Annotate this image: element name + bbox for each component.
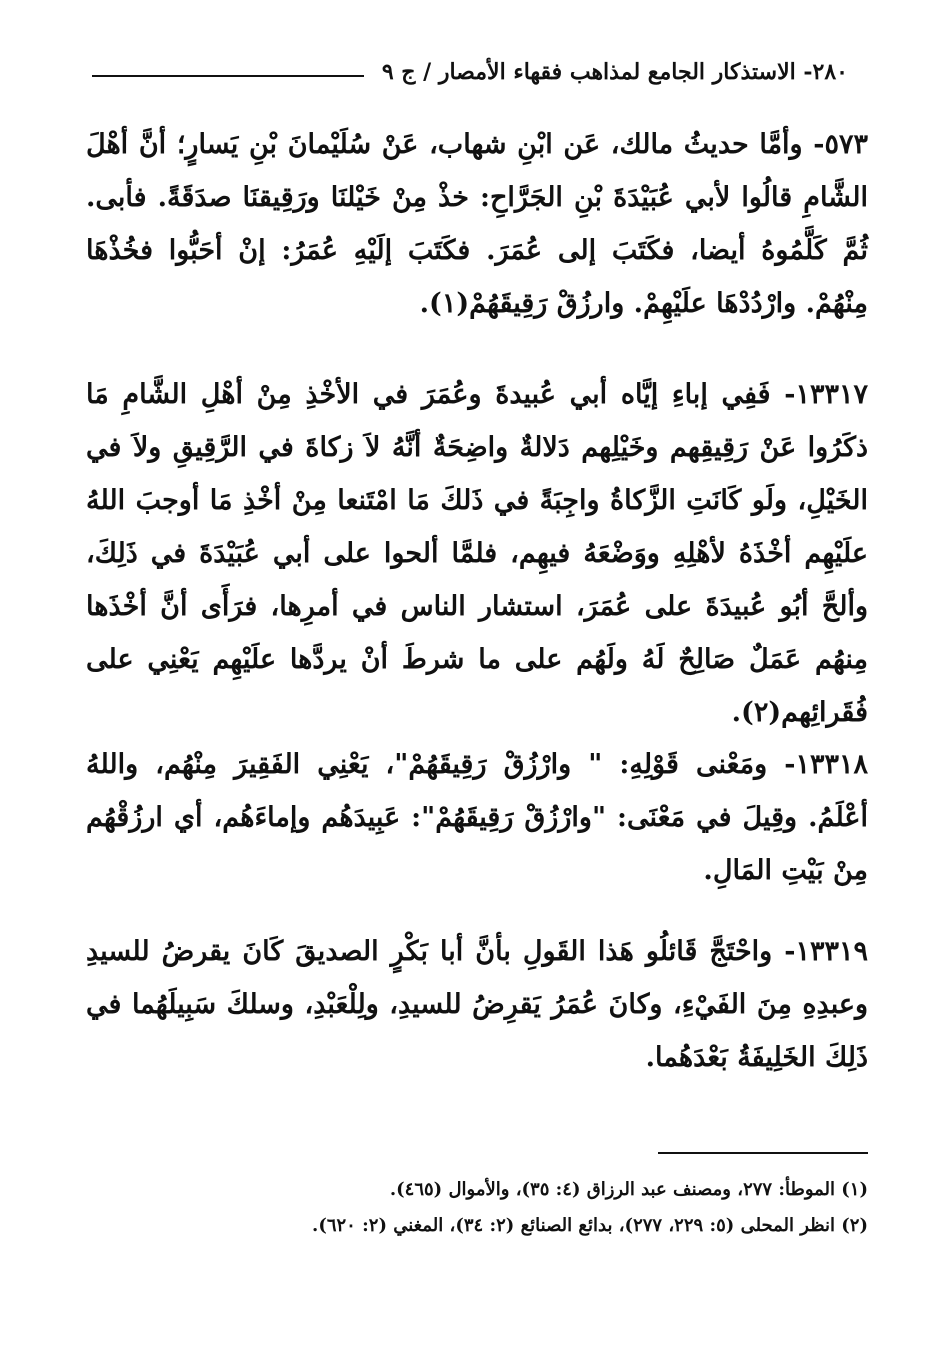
footnotes <box>86 1172 868 1244</box>
paragraph-text: واحْتَجَّ قَائلُو هَذا القَولِ بأنَّ أبا بَكْرٍ الصديقَ كَانَ يقرضُ للسيدِ وعبدِهِ مِنَ الفَيْءِ، وكانَ عُمَرُ يَقرِضُ للسيدِ، ولِلْعَبْدِ، وسلكَ سَبِيلَهُما في ذَلِكَ الخَلِيفَةُ بَعْدَهُما. <box>86 936 868 1073</box>
footnote-2: (٢) انظر المحلى (٥: ٢٢٩، ٢٧٧)، بدائع الصنائع (٢: ٣٤)، المغني (٢: ٦٢٠). <box>312 1215 868 1236</box>
footnote-rule <box>658 1152 868 1154</box>
footnote-1: (١) الموطأ: ٢٧٧، ومصنف عبد الرزاق (٤: ٣٥)، والأموال (٤٦٥). <box>389 1179 868 1200</box>
paragraph-573 <box>86 118 868 330</box>
header-rule <box>92 75 364 77</box>
paragraph-13317 <box>86 368 868 739</box>
paragraph-number: ١٣٣١٩- <box>784 936 868 967</box>
paragraph-text: وأمَّا حديثُ مالك، عَن ابْنِ شهاب، عَنْ سُلَيْمانَ بْنِ يَسارٍ؛ أنَّ أهْلَ الشَّامِ قالُوا لأبي عُبَيْدَةَ بْنِ الجَرَّاحِ: خذْ مِنْ خَيْلنَا ورَقِيقنَا صدَقَةً. فأبى. ثُمَّ كَلَّمُوهُ أيضا، فكَتَبَ إلى عُمَرَ. فكَتَبَ إلَيْهِ عُمَرُ: إنْ أحَبُّوا فخُذْهَا مِنْهُمْ. وارْدُدْهَا علَيْهِمْ. وارزُقْ رَقِيقَهُمْ(١). <box>86 129 868 319</box>
paragraph-number: ١٣٣١٨- <box>784 749 868 780</box>
paragraph-13319 <box>86 925 868 1084</box>
paragraph-number: ٥٧٣- <box>813 129 868 160</box>
paragraph-text: ومَعْنى قَوْلِهِ: " وارْزُقْ رَقِيقَهُمْ"، يَعْنِي الفَقِيرَ مِنْهُم، واللهُ أعْلَمُ. وقِيلَ في مَعْنَى: "وارْزُقْ رَقِيقَهُمْ": عَبِيدَهُم وإماءَهُم، أي ارزُقْهُم مِنْ بَيْتِ المَالِ. <box>86 749 868 886</box>
running-header: ٢٨٠- الاستذكار الجامع لمذاهب فقهاء الأمصار / ج ٩ <box>381 59 848 85</box>
paragraph-text: فَفِي إباءِ إيَّاه أبي عُبيدةَ وعُمَرَ في الأخْذِ مِنْ أهْلِ الشَّامِ مَا ذكَرُوا عَنْ رَقِيقِهم وخَيْلِهم دَلالةٌ واضِحَةٌ أنَّهُ لاَ زكاةَ في الرَّقِيقِ ولاَ في الخَيْلِ، ولَو كَانَتِ الزَّكاةُ واجِبَةً في ذَلكَ مَا امْتَنعا مِنْ أخْذِ مَا أوجبَ اللهُ علَيْهِم أخْذَهُ لأهْلِهِ ووَضْعَهُ فيهِم، فلمَّا ألحوا على أبي عُبَيْدَةَ في ذَلِكَ، وألحَّ أبُو عُبيدَةَ على عُمَرَ، استشار الناس في أمرِها، فرَأَى أنَّ أخْذَها مِنهُم عَمَلٌ صَالِحٌ لَهُ ولَهُم على ما شرطَ أنْ يردَّها علَيْهِم يَعْنِي على فُقَرائِهم(٢). <box>86 379 868 728</box>
paragraph-number: ١٣٣١٧- <box>784 379 868 410</box>
paragraph-13318 <box>86 738 868 897</box>
